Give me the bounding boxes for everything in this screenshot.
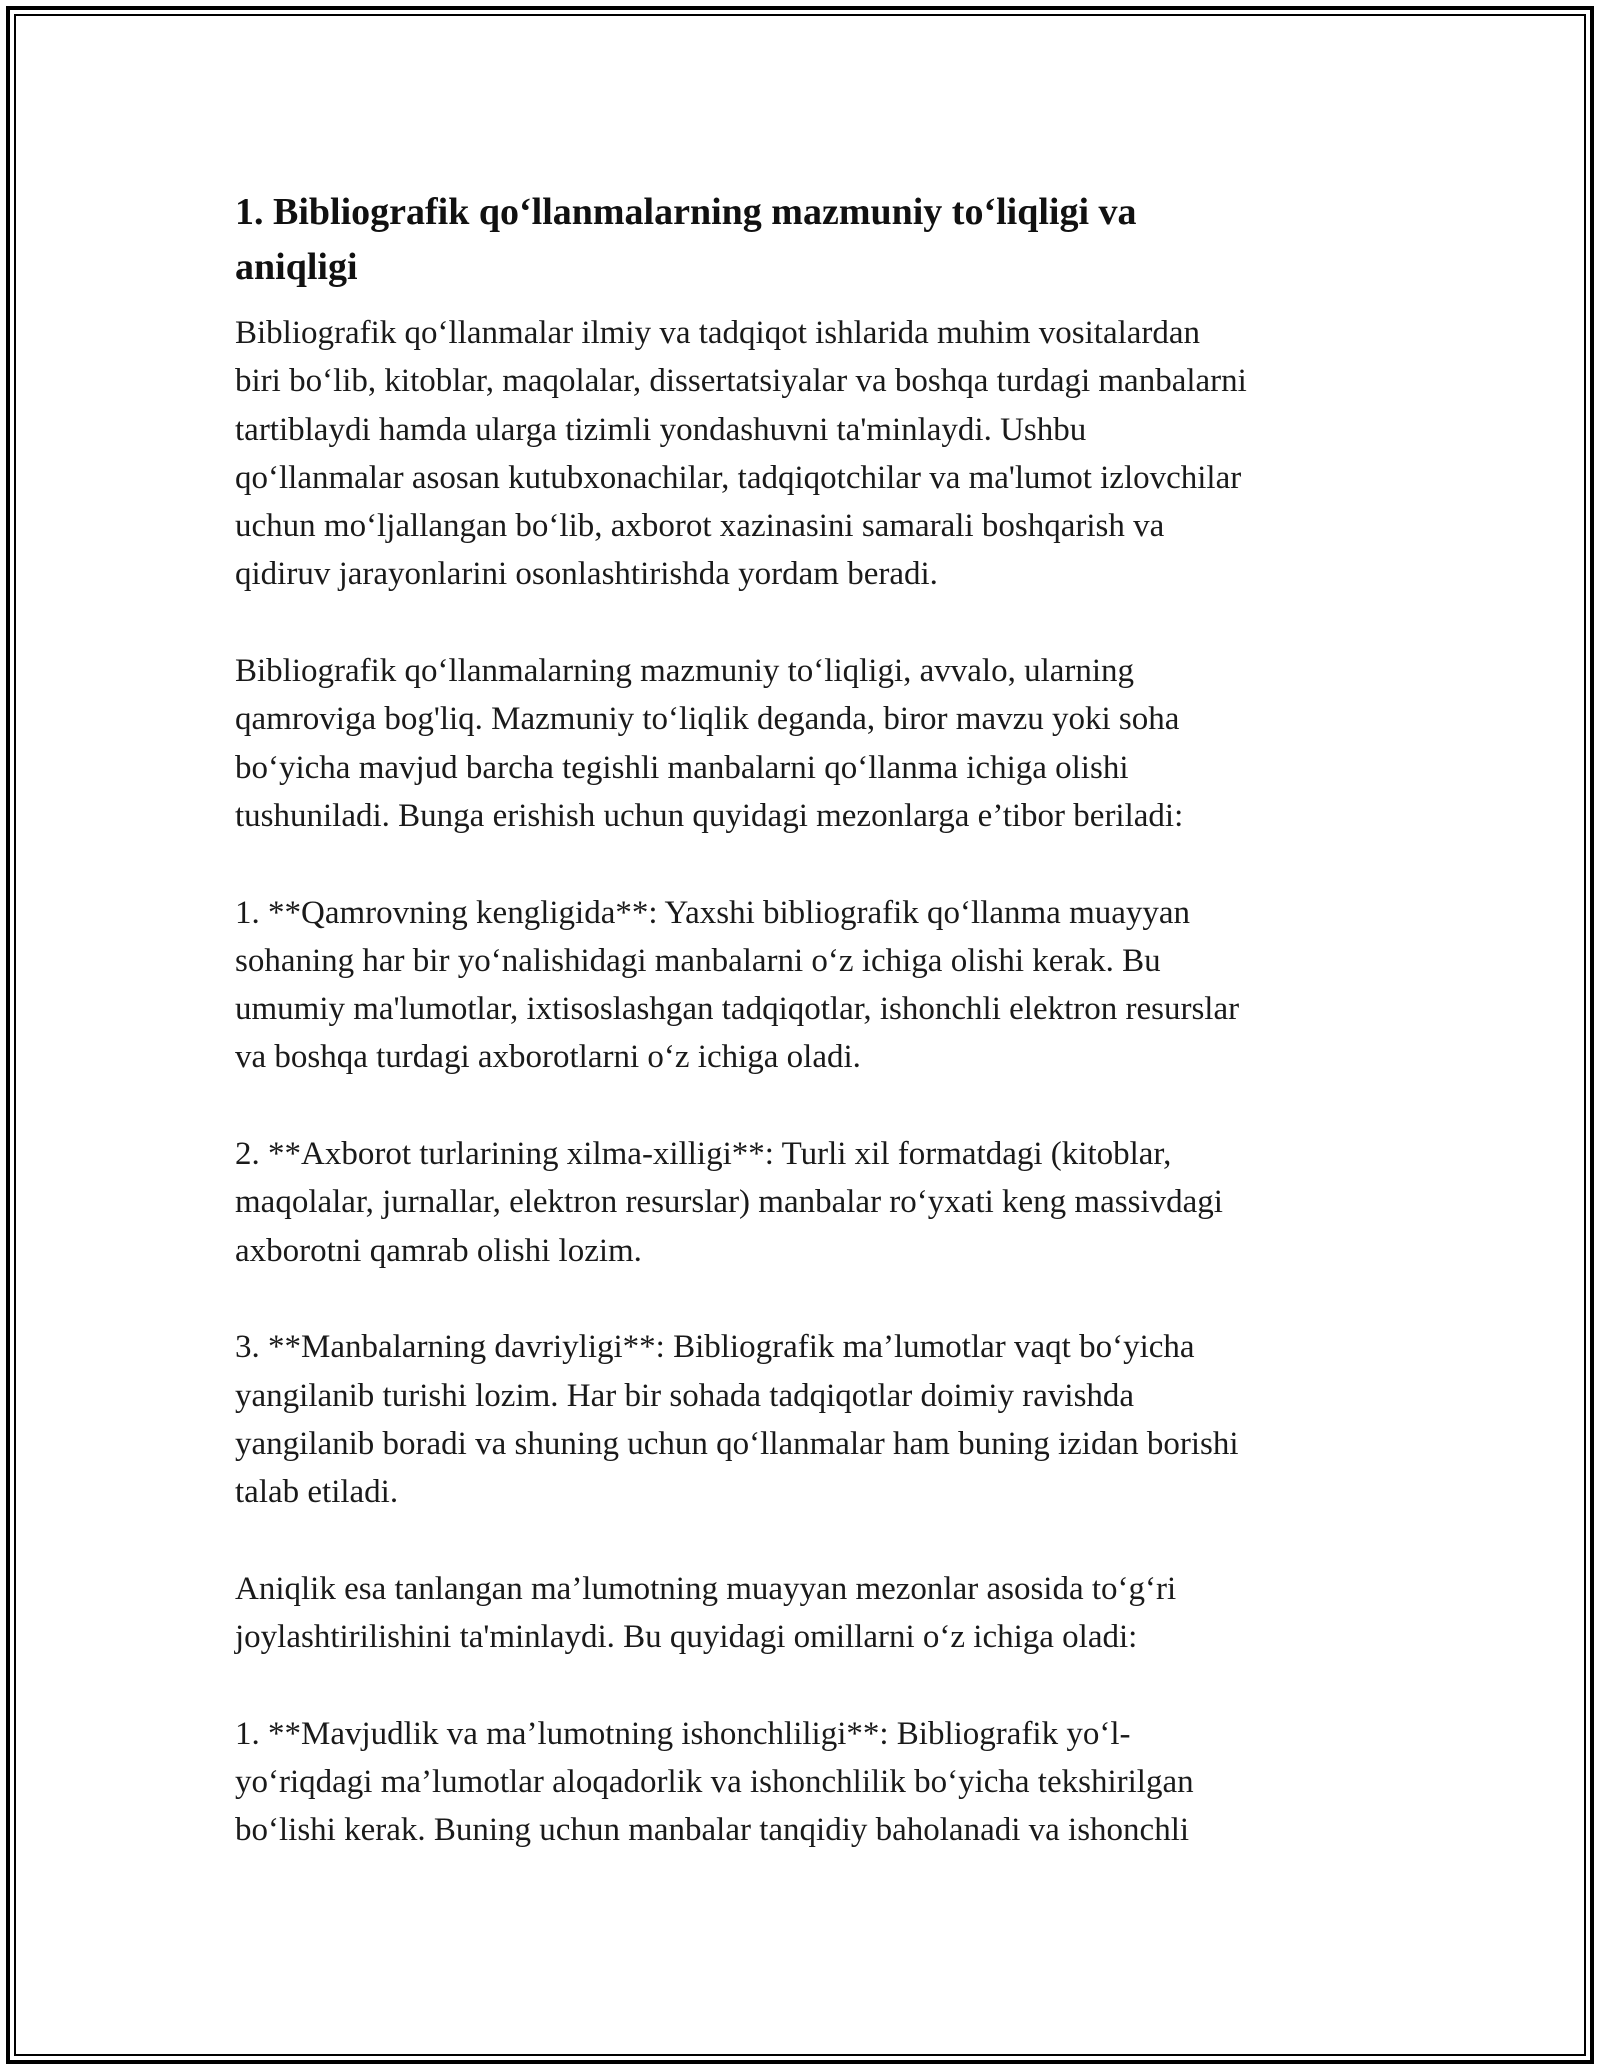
text-line: bo‘yicha mavjud barcha tegishli manbalarni qo‘llanma ichiga olishi bbox=[235, 749, 1129, 786]
text-line: yangilanib boradi va shuning uchun qo‘llanmalar ham buning izidan borishi bbox=[235, 1425, 1239, 1462]
text-line: qidiruv jarayonlarini osonlashtirishda yordam beradi. bbox=[235, 556, 938, 593]
text-line: 1. **Qamrovning kengligida**: Yaxshi bibliografik qo‘llanma muayyan bbox=[235, 894, 1191, 931]
text-line: 1. **Mavjudlik va ma’lumotning ishonchliligi**: Bibliografik yo‘l- bbox=[235, 1715, 1131, 1752]
text-line: yangilanib turishi lozim. Har bir sohada tadqiqotlar doimiy ravishda bbox=[235, 1377, 1135, 1414]
text-line: tartiblaydi hamda ularga tizimli yondashuvni ta'minlaydi. Ushbu bbox=[235, 411, 1087, 448]
text-line: Aniqlik esa tanlangan ma’lumotning muayyan mezonlar asosida to‘g‘ri bbox=[235, 1570, 1177, 1607]
text-line: uchun mo‘ljallangan bo‘lib, axborot xazinasini samarali boshqarish va bbox=[235, 508, 1165, 545]
text-line: talab etiladi. bbox=[235, 1474, 399, 1511]
heading-line: aniqligi bbox=[235, 246, 358, 288]
text-line: 2. **Axborot turlarining xilma-xilligi**: Turli xil formatdagi (kitoblar, bbox=[235, 1136, 1172, 1173]
text-line: biri bo‘lib, kitoblar, maqolalar, dissertatsiyalar va boshqa turdagi manbalarni bbox=[235, 363, 1247, 400]
text-line: bo‘lishi kerak. Buning uchun manbalar tanqidiy baholanadi va ishonchli bbox=[235, 1812, 1190, 1849]
text-line: va boshqa turdagi axborotlarni o‘z ichiga oladi. bbox=[235, 1039, 861, 1076]
heading-line: 1. Bibliografik qo‘llanmalarning mazmuniy to‘liqligi va bbox=[235, 191, 1137, 233]
text-line: tushuniladi. Bunga erishish uchun quyidagi mezonlarga e’tibor beriladi: bbox=[235, 797, 1184, 834]
text-line: axborotni qamrab olishi lozim. bbox=[235, 1232, 642, 1269]
text-line: joylashtirilishini ta'minlaydi. Bu quyidagi omillarni o‘z ichiga oladi: bbox=[235, 1619, 1138, 1656]
text-line: qo‘llanmalar asosan kutubxonachilar, tadqiqotchilar va ma'lumot izlovchilar bbox=[235, 459, 1242, 496]
list-item-periodicity bbox=[235, 1323, 1375, 1516]
text-line: qamroviga bog'liq. Mazmuniy to‘liqlik deganda, biror mavzu yoki soha bbox=[235, 701, 1180, 738]
text-line: yo‘riqdagi ma’lumotlar aloqadorlik va ishonchlilik bo‘yicha tekshirilgan bbox=[235, 1763, 1194, 1800]
document-body bbox=[235, 185, 1375, 1903]
list-item-variety bbox=[235, 1130, 1375, 1275]
section-heading bbox=[235, 185, 1375, 295]
text-line: 3. **Manbalarning davriyligi**: Bibliografik ma’lumotlar vaqt bo‘yicha bbox=[235, 1329, 1195, 1366]
text-line: umumiy ma'lumotlar, ixtisoslashgan tadqiqotlar, ishonchli elektron resurslar bbox=[235, 991, 1240, 1028]
text-line: maqolalar, jurnallar, elektron resurslar) manbalar ro‘yxati keng massivdagi bbox=[235, 1184, 1223, 1221]
paragraph-completeness bbox=[235, 647, 1375, 840]
text-line: sohaning har bir yo‘nalishidagi manbalarni o‘z ichiga olishi kerak. Bu bbox=[235, 942, 1161, 979]
text-line: Bibliografik qo‘llanmalar ilmiy va tadqiqot ishlarida muhim vositalardan bbox=[235, 315, 1201, 351]
list-item-reliability bbox=[235, 1710, 1375, 1855]
paragraph-accuracy bbox=[235, 1565, 1375, 1662]
text-line: Bibliografik qo‘llanmalarning mazmuniy to‘liqligi, avvalo, ularning bbox=[235, 653, 1135, 690]
list-item-coverage bbox=[235, 889, 1375, 1082]
paragraph-intro bbox=[235, 309, 1375, 599]
